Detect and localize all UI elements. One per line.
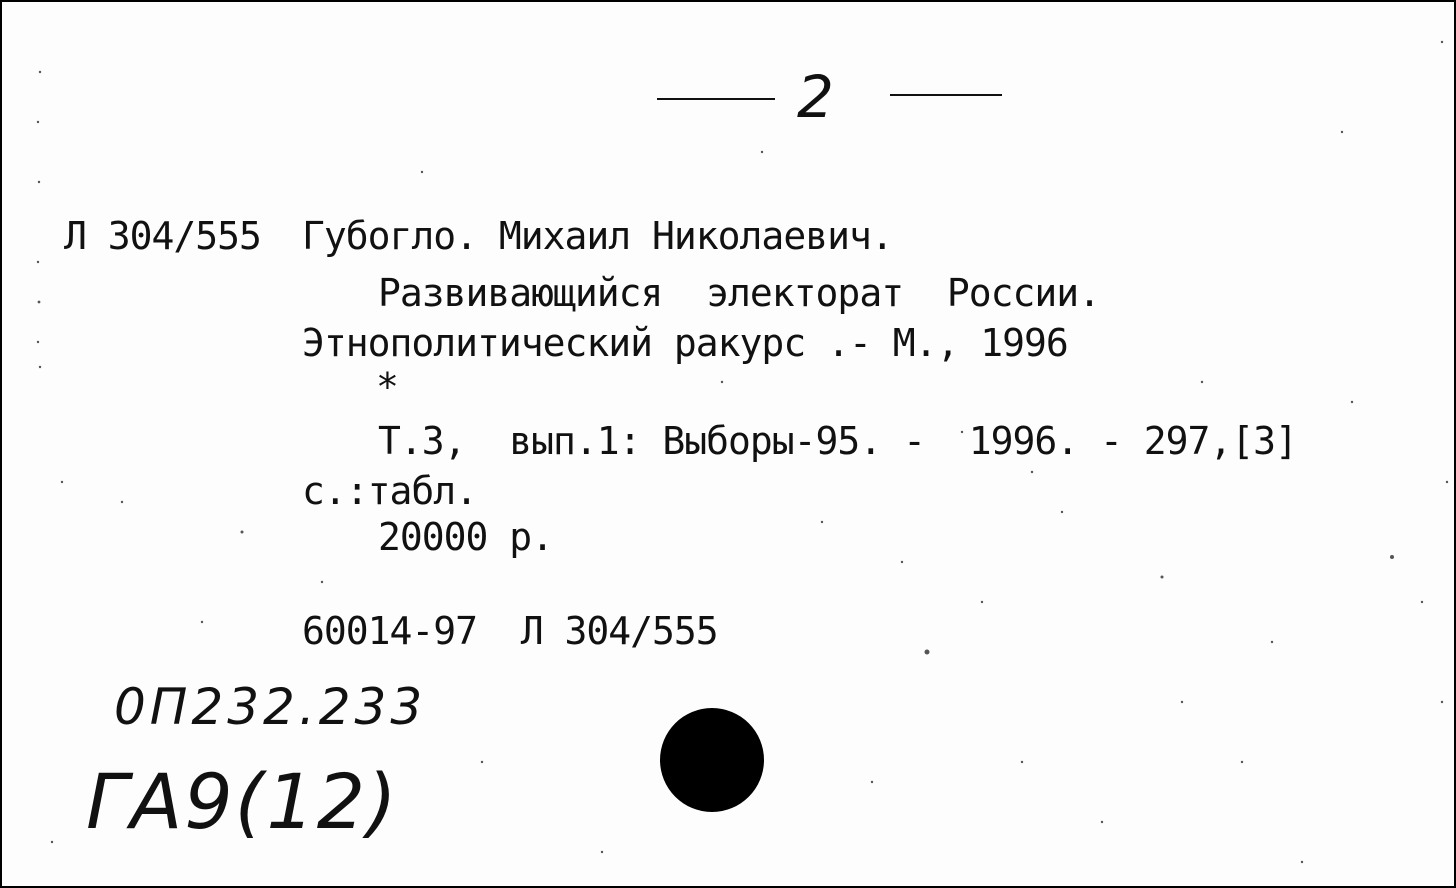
pages-line: с.:табл.: [302, 469, 478, 513]
page-number: 2: [797, 63, 834, 131]
title-line-2: Этнополитический ракурс .- М., 1996: [302, 321, 1068, 365]
punch-hole: [660, 708, 764, 812]
price: 20000 р.: [378, 515, 554, 559]
shelf-mark: Л 304/555: [64, 214, 261, 258]
page-number-dash-left: [657, 98, 775, 100]
page-number-dash-right: [890, 94, 1002, 96]
handwritten-code: 0П232.233: [114, 678, 427, 736]
author-heading: Губогло. Михаил Николаевич.: [302, 214, 893, 258]
handwritten-classification: ГА9(12): [86, 757, 399, 846]
volume-line: Т.3, вып.1: Выборы-95. - 1996. - 297,[3]: [378, 419, 1297, 463]
title-line-1: Развивающийся электорат России.: [378, 271, 1100, 315]
accession-line: 60014-97 Л 304/555: [302, 609, 718, 653]
series-separator: *: [376, 365, 398, 409]
